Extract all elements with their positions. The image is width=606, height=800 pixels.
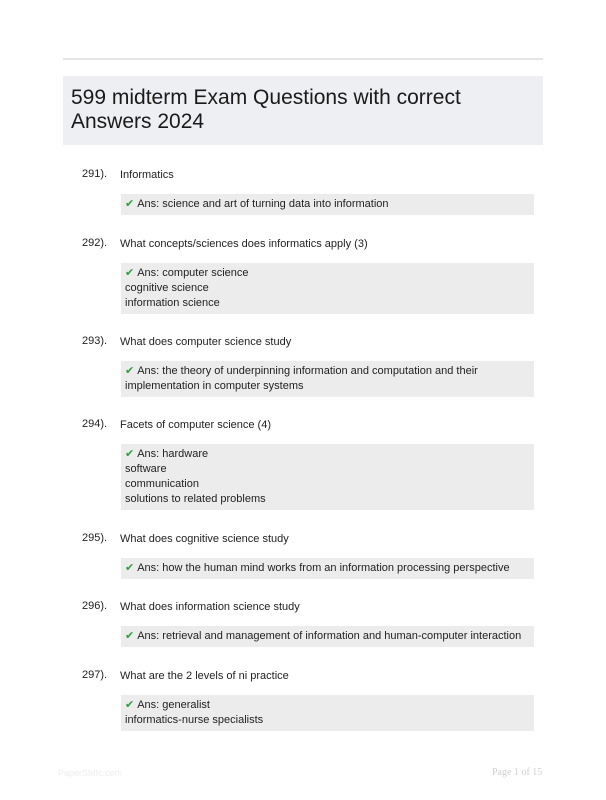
answer-box	[121, 194, 534, 215]
answer-box	[121, 263, 534, 314]
page-indicator: Page 1 of 15	[492, 767, 543, 778]
question-text: What concepts/sciences does informatics apply (3)	[120, 238, 368, 250]
answer-line: Ans: retrieval and management of information and human-computer interaction	[137, 630, 522, 642]
answer-box	[121, 558, 534, 579]
question-number: 293).	[82, 335, 108, 347]
answer-line: implementation in computer systems	[125, 380, 304, 392]
question-number: 297).	[82, 669, 108, 681]
answer-line: software	[125, 463, 167, 475]
answer-line: Ans: science and art of turning data into information	[137, 198, 389, 210]
checkmark-icon: ✔	[125, 198, 135, 210]
question-number: 295).	[82, 532, 108, 544]
answer-line: cognitive science	[125, 282, 209, 294]
page-title: 599 midterm Exam Questions with correct Answers 2024	[71, 86, 461, 133]
answer-line: solutions to related problems	[125, 493, 266, 505]
checkmark-icon: ✔	[125, 699, 135, 711]
answer-line: informatics-nurse specialists	[125, 714, 264, 726]
question-number: 296).	[82, 600, 108, 612]
answer-line: Ans: how the human mind works from an information processing perspective	[137, 562, 510, 574]
checkmark-icon: ✔	[125, 267, 135, 279]
question-text: What does cognitive science study	[120, 533, 289, 545]
answer-line: Ans: generalist	[137, 699, 210, 711]
question-number: 292).	[82, 237, 108, 249]
question-text: Informatics	[120, 169, 174, 181]
footer-watermark: PaperSbIIc.com	[58, 768, 123, 778]
checkmark-icon: ✔	[125, 630, 135, 642]
answer-line: communication	[125, 478, 199, 490]
checkmark-icon: ✔	[125, 448, 135, 460]
question-text: What does information science study	[120, 601, 300, 613]
answer-box	[121, 361, 534, 397]
answer-box	[121, 695, 534, 731]
answer-box	[121, 626, 534, 647]
question-text: What are the 2 levels of ni practice	[120, 670, 289, 682]
question-text: What does computer science study	[120, 336, 292, 348]
title-banner	[63, 76, 543, 145]
top-divider	[63, 58, 543, 60]
answer-box	[121, 444, 534, 510]
checkmark-icon: ✔	[125, 562, 135, 574]
question-text: Facets of computer science (4)	[120, 419, 272, 431]
answer-line: Ans: computer science	[137, 267, 249, 279]
checkmark-icon: ✔	[125, 365, 135, 377]
answer-line: Ans: hardware	[137, 448, 209, 460]
answer-line: information science	[125, 297, 220, 309]
question-number: 291).	[82, 168, 108, 180]
answer-line: Ans: the theory of underpinning information and computation and their	[137, 365, 478, 377]
question-number: 294).	[82, 418, 108, 430]
